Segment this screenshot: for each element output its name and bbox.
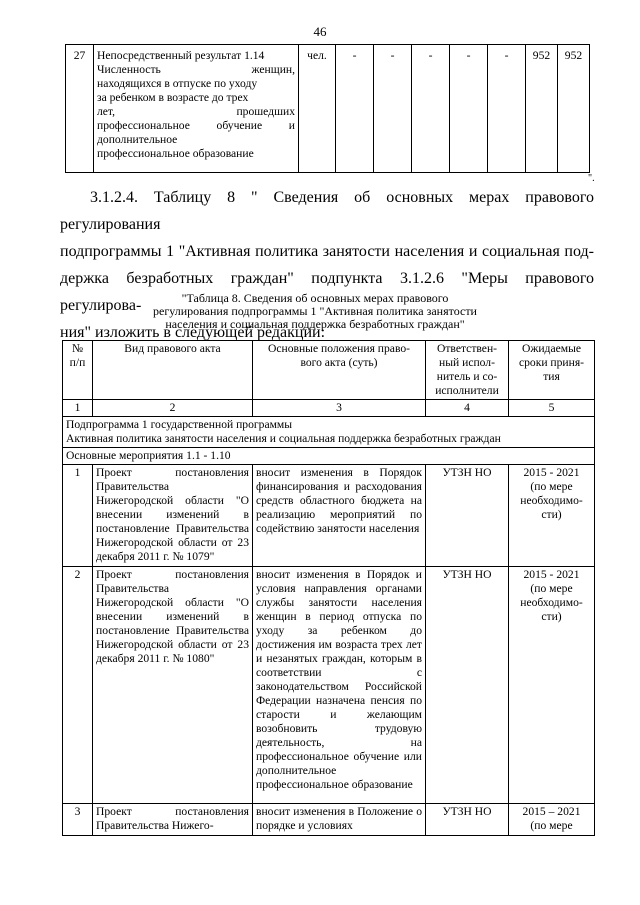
responsible-cell: УТЗН НО	[426, 465, 509, 567]
col-number: 4	[426, 400, 509, 417]
indicator-line: профессиональное образование	[97, 147, 254, 160]
value-cell: -	[412, 45, 450, 173]
responsible-cell: УТЗН НО	[426, 567, 509, 804]
activities-cell: Основные мероприятия 1.1 - 1.10	[63, 448, 595, 465]
page-number: 46	[313, 24, 327, 39]
terms-cell: 2015 – 2021 (по мере	[509, 804, 595, 836]
main-provisions-cell: вносит изменения в Положение о порядке и условиях	[253, 804, 426, 836]
paragraph-line: 3.1.2.4. Таблицу 8 " Сведения об основных мерах правового регулирования	[60, 189, 594, 233]
previous-table-fragment	[65, 44, 590, 173]
caption-line: "Таблица 8. Сведения об основных мерах правового	[181, 291, 449, 305]
header-terms: Ожидаемые сроки приня- тия	[509, 341, 595, 400]
header-num: № п/п	[63, 341, 93, 400]
value-cell: -	[450, 45, 488, 173]
indicator-line: Непосредственный результат 1.14	[97, 49, 265, 62]
terms-cell: 2015 - 2021 (по мере необходимо- сти)	[509, 465, 595, 567]
subprogram-line: Подпрограмма 1 государственной программы	[66, 418, 293, 431]
subprogram-row	[63, 417, 595, 448]
header-main-provisions: Основные положения право- вого акта (суть)	[253, 341, 426, 400]
responsible-cell: УТЗН НО	[426, 804, 509, 836]
unit-cell: чел.	[299, 45, 336, 173]
terms-cell: 2015 - 2021 (по мере необходимо- сти)	[509, 567, 595, 804]
closing-quote: ".	[588, 173, 595, 184]
col-number: 2	[93, 400, 253, 417]
row-number: 1	[63, 465, 93, 567]
header-responsible: Ответствен- ный испол- нитель и со- исполнители	[426, 341, 509, 400]
value-cell: -	[374, 45, 412, 173]
header-row	[63, 341, 595, 400]
col-number: 3	[253, 400, 426, 417]
value-cell: 952	[558, 45, 590, 173]
legal-measures-table	[62, 340, 595, 836]
indicator-line: находящихся в отпуске по уходу	[97, 77, 258, 90]
col-number: 1	[63, 400, 93, 417]
indicator-line: дополнительное	[97, 133, 178, 146]
caption-line: регулирования подпрограммы 1 "Активная политика занятости	[153, 304, 477, 318]
value-cell: 952	[526, 45, 558, 173]
activities-row	[63, 448, 595, 465]
row-number: 3	[63, 804, 93, 836]
row-number: 2	[63, 567, 93, 804]
table-row	[63, 567, 595, 804]
column-number-row	[63, 400, 595, 417]
paragraph-line: ния" изложить в следующей редакции:	[60, 324, 326, 341]
table-row	[63, 465, 595, 567]
table-row	[66, 45, 590, 173]
act-type-cell: Проект постановления Правительства Нижегородской области "О внесении изменений в постановление Правительства Нижегородской области от 23 декабря 2011 г. № 1079"	[93, 465, 253, 567]
table-caption	[100, 292, 530, 331]
main-provisions-cell: вносит изменения в Порядок и условия направления органами службы занятости населения женщин в период отпуска по уходу за ребенком до достижения им возраста трех лет и незанятых граждан, которым в соответствии с законодательством Российской Федерации назначена пенсия по старости и желающим возобновить трудовую деятельность, на профессиональное обучение или дополнительное профессиональное образование	[253, 567, 426, 804]
paragraph-line: подпрограммы 1 "Активная политика занятости населения и социальная под-	[60, 243, 594, 260]
indicator-line: Численность женщин,	[97, 63, 295, 76]
paragraph-line: держка безработных граждан" подпункта 3.1.2.6 "Меры правового регулирова-	[60, 270, 594, 314]
indicator-line: лет, прошедших	[97, 105, 295, 118]
act-type-cell: Проект постановления Правительства Нижего-	[93, 804, 253, 836]
subprogram-line: Активная политика занятости населения и социальная поддержка безработных граждан	[66, 432, 501, 445]
indicator-name	[94, 45, 299, 173]
table-row	[63, 804, 595, 836]
row-number: 27	[66, 45, 94, 173]
header-act-type: Вид правового акта	[93, 341, 253, 400]
caption-line: населения и социальная поддержка безработных граждан"	[165, 317, 465, 331]
indicator-line: за ребенком в возрасте до трех	[97, 91, 249, 104]
main-provisions-cell: вносит изменения в Порядок финансирования и расходования средств областного бюджета на реализацию мероприятий по содействию занятости населения	[253, 465, 426, 567]
value-cell: -	[336, 45, 374, 173]
act-type-cell: Проект постановления Правительства Нижегородской области "О внесении изменений в постановление Правительства Нижегородской области от 23 декабря 2011 г. № 1080"	[93, 567, 253, 804]
subprogram-cell	[63, 417, 595, 448]
value-cell: -	[488, 45, 526, 173]
indicator-line: профессиональное обучение и	[97, 119, 295, 132]
col-number: 5	[509, 400, 595, 417]
